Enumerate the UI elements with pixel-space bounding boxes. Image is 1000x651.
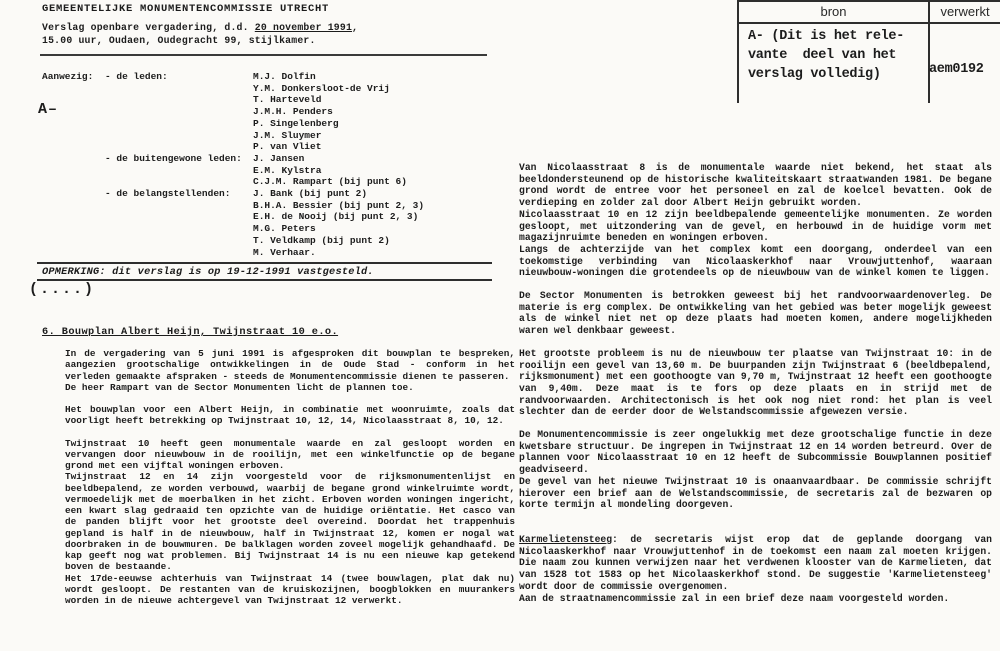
attendee-name: J.M.H. Penders bbox=[253, 106, 333, 118]
attendee-name: Y.M. Donkersloot-de Vrij bbox=[253, 82, 390, 94]
attendee-group bbox=[42, 188, 512, 258]
paragraph: Karmelietensteeg: de secretaris wijst erop dat de geplande doorgang van Nicolaaskerkhof naar Vrouwjuttenhof in de toekomst een naam zal moeten krijgen. Die naam zou kunnen verwijzen naar het verdwenen klooster van de Karmelieten, dat van 1528 tot 1583 op het Nicolaaskerkhof stond. De suggestie 'Karmelietensteeg' wordt door de commissie overgenomen. bbox=[519, 533, 992, 592]
paragraph: De Sector Monumenten is betrokken geweest bij het randvoorwaardenoverleg. De materie is erg complex. De ontwikkeling van het gebied was beter mogelijk geweest als de winkel niet net op deze plaats had moeten komen, andere mogelijkheden waren wel denkbaar geweest. bbox=[519, 290, 992, 337]
paragraph-lead-underlined: Karmelietensteeg bbox=[519, 533, 613, 545]
paragraph: Het grootste probleem is nu de nieuwbouw ter plaatse van Twijnstraat 10: in de rooilijn een gevel van 13,60 m. De buurpanden zijn Twijnstraat 6 (beeldbepalend, rijksmonument) met een goothoogte van 9,70 m, Twijnstraat 12 heeft een goothoogte van 9,40m. Deze maat is te fors op deze plaats en in strijd met de randvoorwaarden. Architectonisch is het ook nog niet rond: het plan is veel slechter dan de eerder door de Welstandscommissie afgewezen versie. bbox=[519, 347, 992, 418]
stamp-note-line: verslag volledig) bbox=[748, 67, 881, 82]
opmerking-note bbox=[37, 262, 492, 281]
attendee-name: J.M. Sluymer bbox=[253, 129, 322, 141]
stamp-border-top bbox=[737, 0, 1000, 2]
handwritten-ellipsis-mark: (....) bbox=[29, 281, 96, 298]
attendee-group-label-text: - de buitengewone leden: bbox=[105, 152, 242, 164]
attendee-name: E.M. Kylstra bbox=[253, 164, 322, 176]
paragraph: Van Nicolaasstraat 8 is de monumentale waarde niet bekend, het staat als beeldondersteunend op de historische kwaliteitskaart straatwanden 1981. De begane grond wordt de entree voor het personeel en zal de koelcel bevatten. Ook de verdieping en zolder zal door Albert Heijn gebruikt worden. bbox=[519, 162, 992, 209]
attendee-group bbox=[42, 71, 512, 153]
stamp-verwerkt-code: aem0192 bbox=[929, 62, 984, 77]
stamp-note-line: A- (Dit is het rele- bbox=[748, 29, 905, 44]
attendee-name: T. Veldkamp (bij punt 2) bbox=[253, 234, 390, 246]
paragraph: Twijnstraat 12 en 14 zijn voorgesteld voor de rijksmonumentenlijst en beeldbepalend, ze worden verbouwd, waarbij de begane grond winkelruimte wordt, vermoedelijk met de moerbalken in het zicht. Erboven worden woningen ingericht, een kwart slag gedraaid ten opzichte van de huidige oriëntatie. Het casco van de panden blijft voor het grootste deel overeind. Doordat het trappenhuis gepland is half in de nieuwbouw, half in Twijnstraat 12, komen er nogal wat doorbraken in de bouwmuren. De balklagen worden zoveel mogelijk gehandhaafd. De kap geeft nog wat problemen. Bij Twijnstraat 14 is nu een nieuwe kap getekend boven de bestaande. bbox=[65, 471, 515, 573]
meeting-line-suffix: , bbox=[352, 22, 359, 33]
doc-title: GEMEENTELIJKE MONUMENTENCOMMISSIE UTRECHT bbox=[42, 3, 330, 15]
attendee-group-label bbox=[42, 71, 253, 153]
attendee-group-label bbox=[42, 153, 253, 188]
stamp-verwerkt-header: verwerkt bbox=[940, 4, 990, 19]
header-rule bbox=[40, 54, 487, 56]
attendee-name: T. Harteveld bbox=[253, 94, 322, 106]
attendee-name: M. Verhaar. bbox=[253, 246, 316, 258]
attendee-name: M.G. Peters bbox=[253, 223, 316, 235]
attendee-group bbox=[42, 153, 512, 188]
meeting-info-line1 bbox=[42, 22, 358, 33]
attendee-group-label-text: - de leden: bbox=[105, 71, 168, 82]
attendee-name: P. van Vliet bbox=[253, 141, 322, 153]
meeting-info-line2: 15.00 uur, Oudaen, Oudegracht 99, stijlkamer. bbox=[42, 35, 316, 46]
stamp-bron-header: bron bbox=[820, 4, 847, 19]
paragraph: Aan de straatnamencommissie zal in een brief deze naam voorgesteld worden. bbox=[519, 592, 950, 604]
paragraph: Het 17de-eeuwse achterhuis van Twijnstraat 14 (twee bouwlagen, plat dak nu) wordt gesloopt. De restanten van de kruiskozijnen, boogblokken en muurankers worden in de nieuwe achtergevel van Twijnstraat 12 verwerkt. bbox=[65, 572, 515, 606]
attendee-name-list bbox=[253, 153, 512, 188]
paragraph: Nicolaasstraat 10 en 12 zijn beeldbepalende gemeentelijke monumenten. Ze worden gesloopt, met uitzondering van de gevel, en herbouwd in de huidige vorm met magazijnruimte beneden en woningen erboven. bbox=[519, 208, 992, 244]
agenda-item-heading: 6. Bouwplan Albert Heijn, Twijnstraat 10 e.o. bbox=[42, 326, 339, 338]
paragraph: De heer Rampart van de Sector Monumenten licht de plannen toe. bbox=[65, 381, 414, 393]
handwritten-a-mark: A– bbox=[38, 101, 59, 118]
left-column-paragraphs bbox=[65, 348, 515, 606]
attendee-group-label-text: - de belangstellenden: bbox=[105, 188, 231, 200]
right-column bbox=[519, 162, 992, 604]
left-column bbox=[42, 326, 515, 606]
opmerking-text: OPMERKING: dit verslag is op 19-12-1991 vastgesteld. bbox=[42, 266, 374, 278]
paragraph: Langs de achterzijde van het complex komt een doorgang, onderdeel van een toekomstige verbinding van Nicolaaskerkhof naar Vrouwjuttenhof, waaraan nieuwbouw-woningen die grotendeels op de nieuwbouw van de winkel komen te liggen. bbox=[519, 243, 992, 279]
attendee-name: E.H. de Nooij (bij punt 2, 3) bbox=[253, 211, 419, 223]
paragraph: Het bouwplan voor een Albert Heijn, in combinatie met woonruimte, zoals dat voorligt heeft betrekking op Twijnstraat 10, 12, 14, Nicolaasstraat 8, 10, 12. bbox=[65, 404, 515, 427]
stamp-header-rule bbox=[737, 22, 1000, 24]
attendee-group-label bbox=[42, 188, 253, 258]
attendee-name: J. Jansen bbox=[253, 152, 305, 164]
meeting-line-prefix: Verslag openbare vergadering, d.d. bbox=[42, 22, 255, 33]
attendees-section bbox=[42, 71, 512, 258]
stamp-bron-note bbox=[748, 27, 904, 84]
paragraph: In de vergadering van 5 juni 1991 is afgesproken dit bouwplan te bespreken, aangezien grootschalige ontwikkelingen in de Oude Stad - conform in het verleden gemaakte afspraken - steeds de Monumentencommissie dienen te passeren. bbox=[65, 348, 515, 382]
stamp-note-line: vante deel van het bbox=[748, 48, 897, 63]
attendee-name: P. Singelenberg bbox=[253, 117, 339, 129]
paragraph: De Monumentencommissie is zeer ongelukkig met deze grootschalige functie in deze kwetsbare structuur. De ingrepen in Twijnstraat 12 en 14 worden betreurd. Over de plannen voor Nicolaasstraat 10 en 12 heeft de Subcommissie Bouwplannen positief geadviseerd. bbox=[519, 429, 992, 476]
attendee-name: M.J. Dolfin bbox=[253, 71, 316, 82]
meeting-date: 20 november 1991 bbox=[254, 22, 353, 33]
attendee-name-list bbox=[253, 188, 512, 258]
attendees-heading: Aanwezig: bbox=[42, 71, 94, 82]
attendee-name: C.J.M. Rampart (bij punt 6) bbox=[253, 176, 407, 188]
attendee-name: B.H.A. Bessier (bij punt 2, 3) bbox=[253, 199, 425, 211]
paragraph: De gevel van het nieuwe Twijnstraat 10 is onaanvaardbaar. De commissie schrijft hierover een brief aan de Welstandscommissie, de secretaris zal de bezwaren op korte termijn al mondeling doorgeven. bbox=[519, 475, 992, 511]
paragraph: Twijnstraat 10 heeft geen monumentale waarde en zal gesloopt worden en vervangen door nieuwbouw in de rooilijn, met een winkelfunctie op de begane grond met een vijftal woningen erboven. bbox=[65, 437, 515, 471]
attendee-name-list bbox=[253, 71, 512, 153]
attendee-name: J. Bank (bij punt 2) bbox=[253, 188, 368, 200]
